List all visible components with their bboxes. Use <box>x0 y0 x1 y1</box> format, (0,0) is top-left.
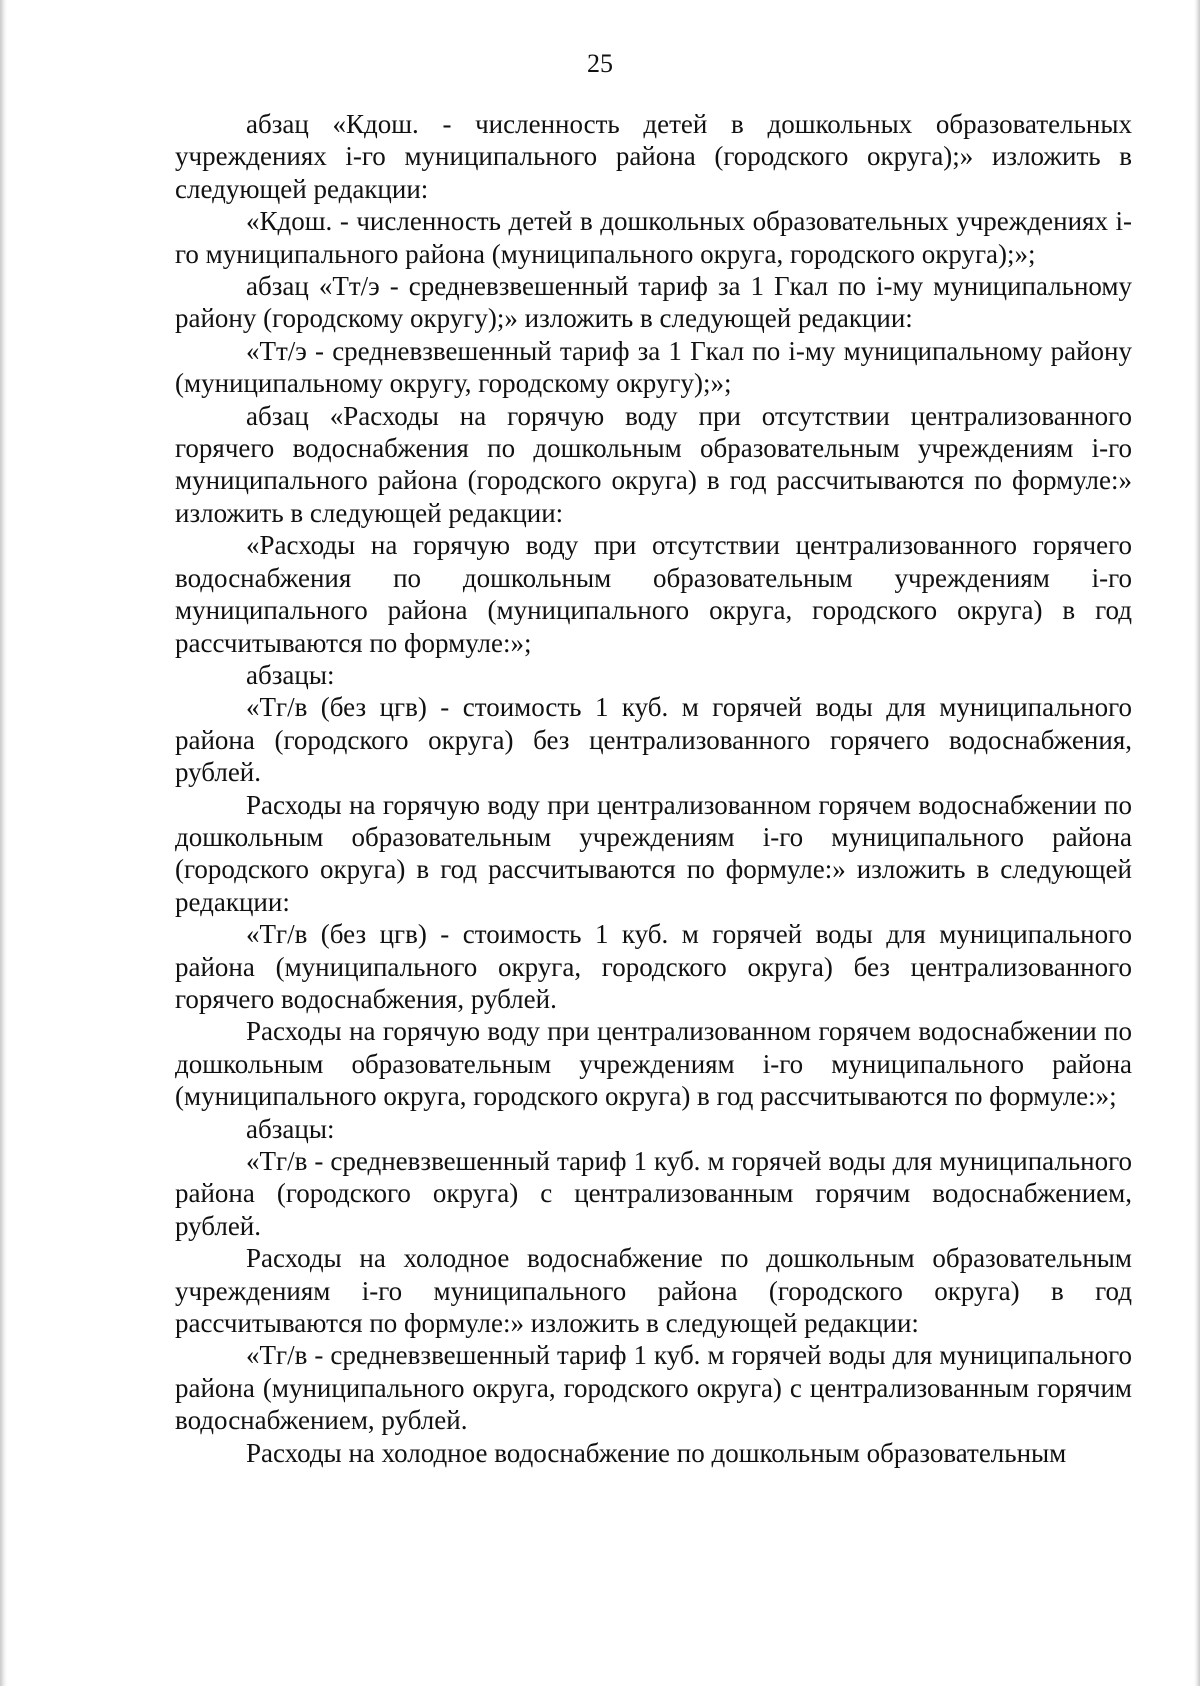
paragraph: абзац «Кдош. - численность детей в дошкольных образовательных учреждениях i-го муниципального района (городского округа);» изложить в следующей редакции: <box>175 109 1132 204</box>
page-number: 25 <box>587 49 613 78</box>
paragraph: «Тг/в - средневзвешенный тариф 1 куб. м горячей воды для муниципального района (муниципального округа, городского округа) с централизованным горячим водоснабжением, рублей. <box>175 1340 1132 1436</box>
paragraph: Расходы на горячую воду при централизованном горячем водоснабжении по дошкольным образовательным учреждениям i-го муниципального района (муниципального округа, городского округа) в год рассчитываются по формуле:»; <box>175 1016 1132 1112</box>
paragraph: Расходы на холодное водоснабжение по дошкольным образовательным <box>246 1437 1067 1468</box>
paragraph: «Кдош. - численность детей в дошкольных образовательных учреждениях i-го муниципального района (муниципального округа, городского округа);»; <box>175 206 1132 269</box>
paragraph: «Тг/в (без цгв) - стоимость 1 куб. м горячей воды для муниципального района (городского округа) без централизованного горячего водоснабжения, рублей. <box>175 692 1132 788</box>
document-body <box>175 108 1132 1469</box>
scan-edge-right <box>1194 0 1200 1686</box>
paragraph: абзацы: <box>246 1113 335 1144</box>
paragraph: «Тг/в (без цгв) - стоимость 1 куб. м горячей воды для муниципального района (муниципального округа, городского округа) без централизованного горячего водоснабжения, рублей. <box>175 919 1132 1014</box>
paragraph: «Расходы на горячую воду при отсутствии централизованного горячего водоснабжения по дошкольным образовательным учреждениям i-го муниципального района (муниципального округа, городского округа) в год рассчитываются по формуле:»; <box>175 530 1132 658</box>
paragraph: «Тг/в - средневзвешенный тариф 1 куб. м горячей воды для муниципального района (городского округа) с централизованным горячим водоснабжением, рублей. <box>175 1146 1132 1241</box>
paragraph: абзац «Расходы на горячую воду при отсутствии централизованного горячего водоснабжения по дошкольным образовательным учреждениям i-го муниципального района (городского округа) в год рассчитываются по формуле:» изложить в следующей редакции: <box>175 400 1132 528</box>
paragraph: абзац «Тт/э - средневзвешенный тариф за 1 Гкал по i-му муниципальному району (городскому округу);» изложить в следующей редакции: <box>175 271 1132 334</box>
paragraph: абзацы: <box>246 659 335 690</box>
scan-edge-left <box>0 0 7 1686</box>
paragraph: «Тт/э - средневзвешенный тариф за 1 Гкал по i-му муниципальному району (муниципальному округу, городскому округу);»; <box>175 335 1132 399</box>
paragraph: Расходы на горячую воду при централизованном горячем водоснабжении по дошкольным образовательным учреждениям i-го муниципального района (городского округа) в год рассчитываются по формуле:» изложить в следующей редакции: <box>175 789 1132 917</box>
paragraph: Расходы на холодное водоснабжение по дошкольным образовательным учреждениям i-го муниципального района (городского округа) в год рассчитываются по формуле:» изложить в следующей редакции: <box>175 1243 1132 1339</box>
